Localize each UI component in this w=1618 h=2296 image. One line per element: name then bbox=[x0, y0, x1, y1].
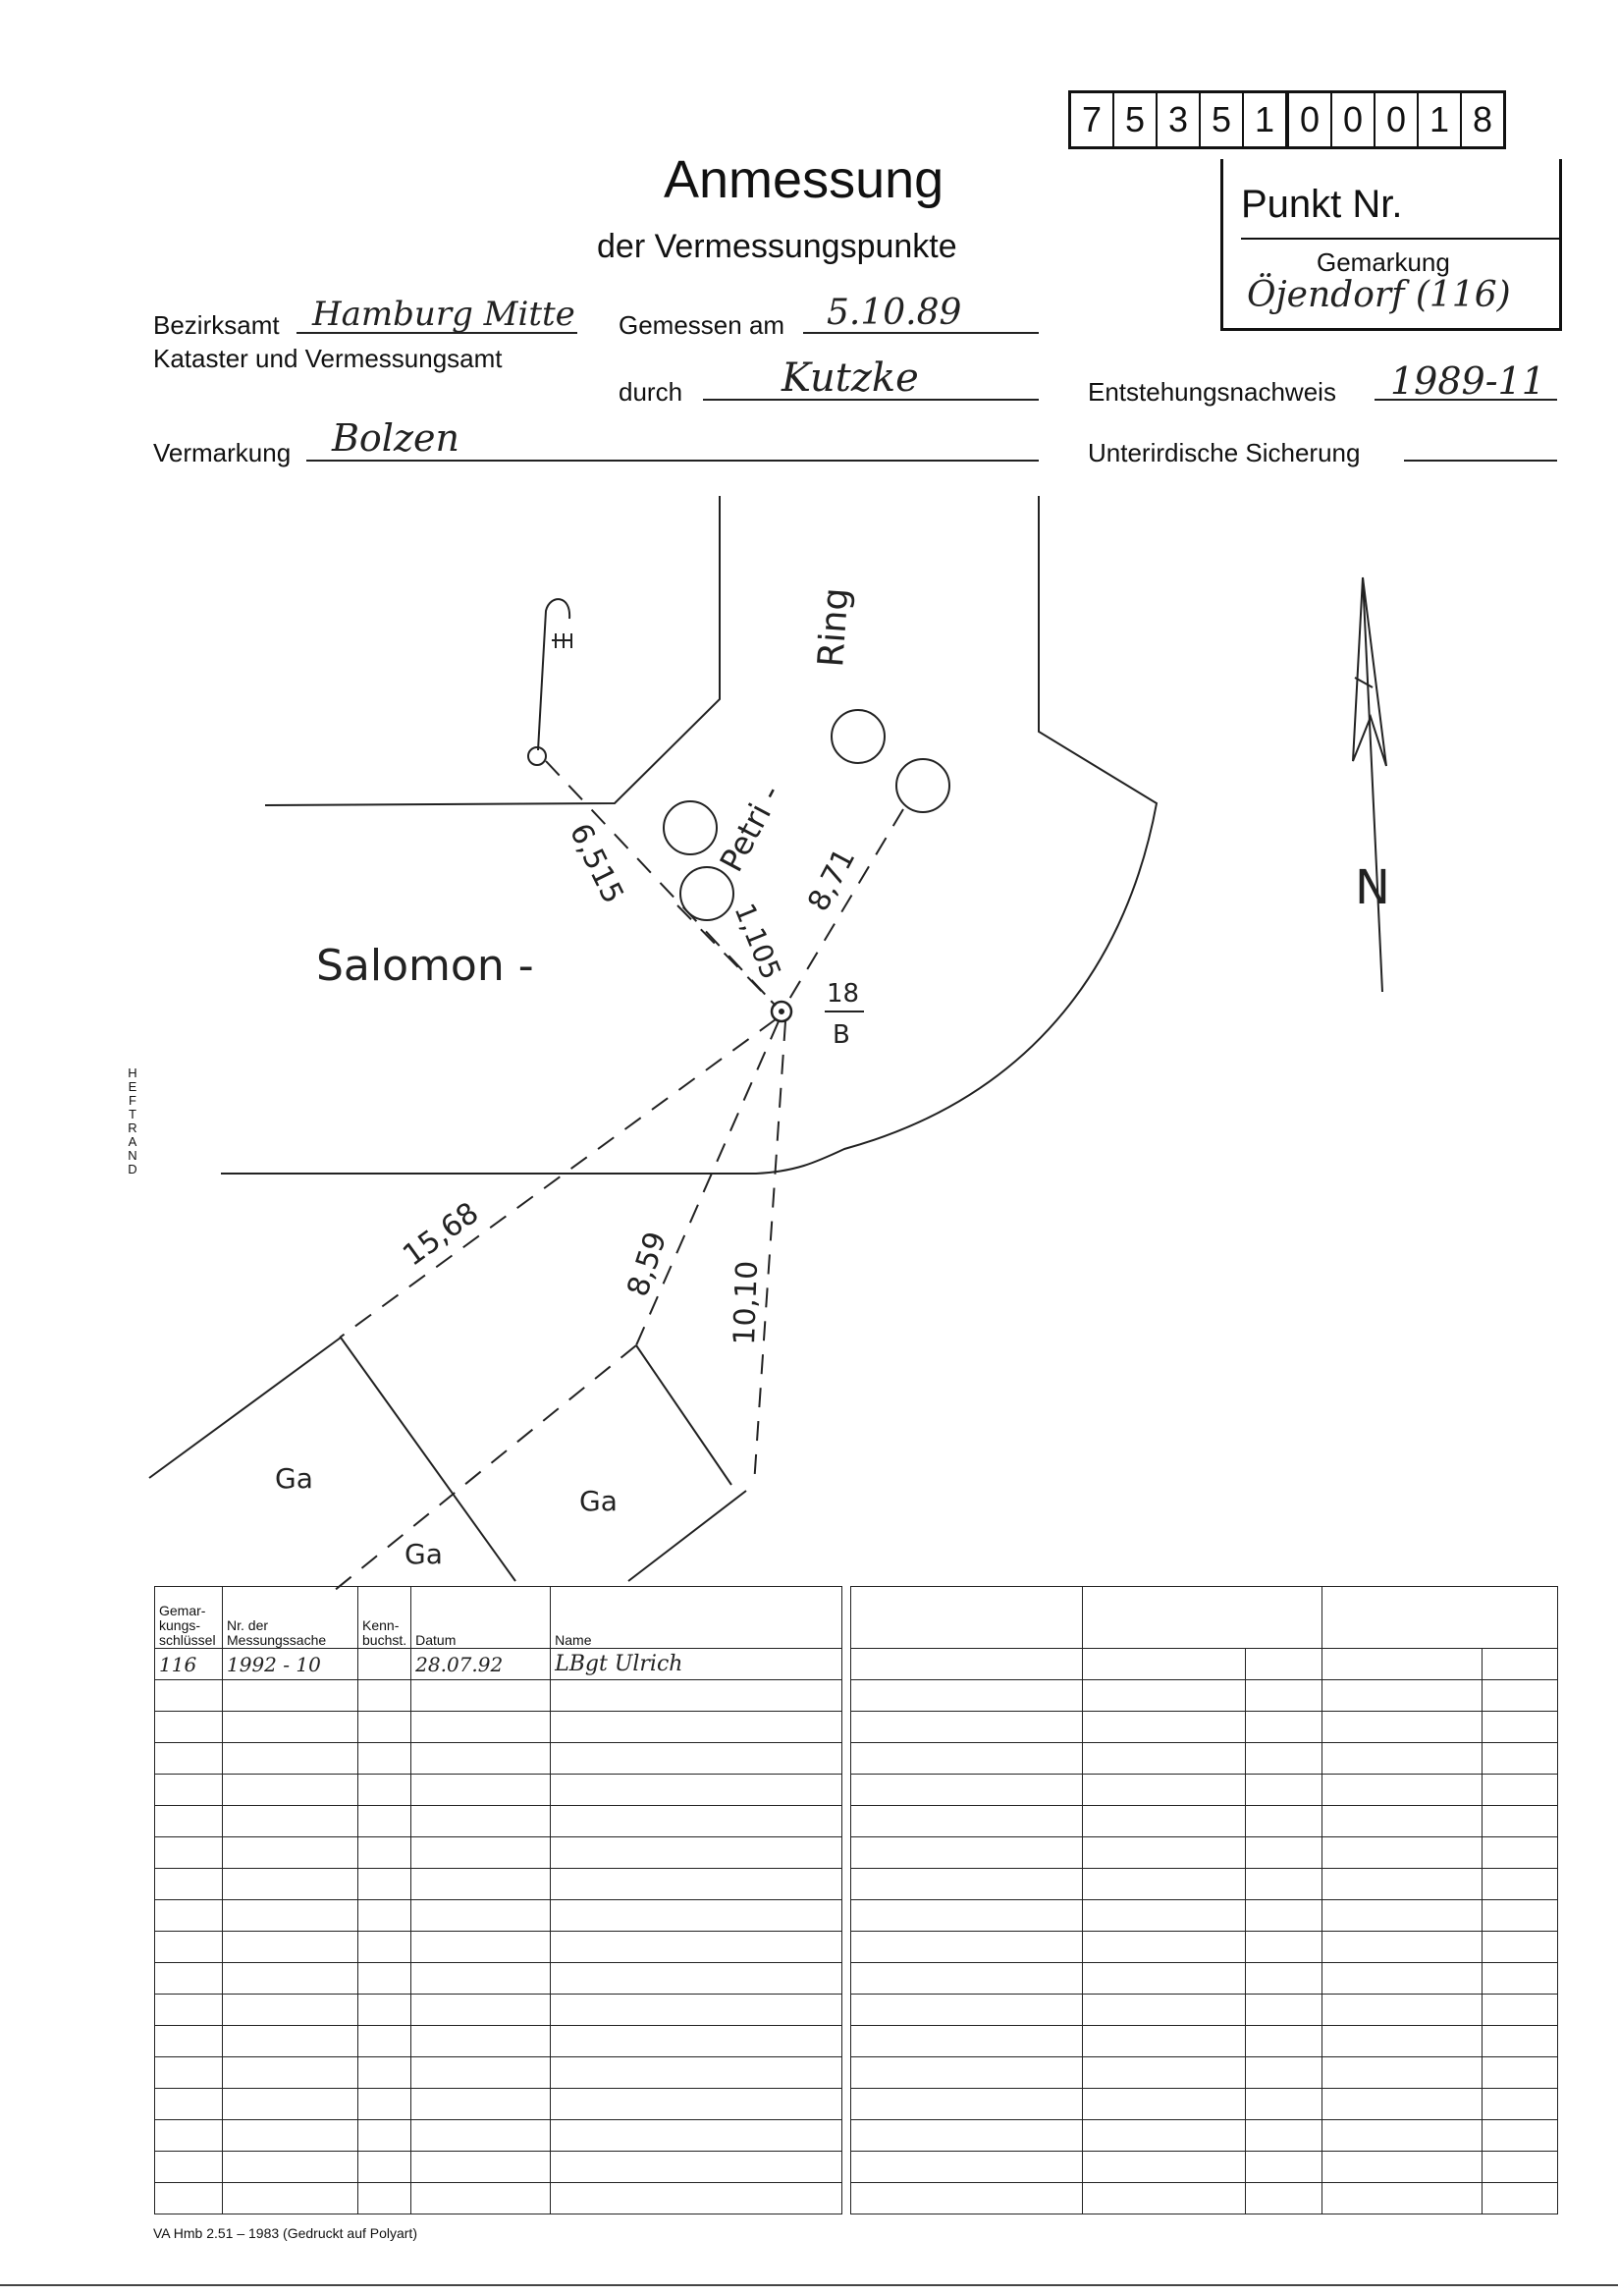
table-row bbox=[155, 1712, 842, 1743]
tree bbox=[664, 801, 717, 854]
cell-key: 116 bbox=[155, 1649, 223, 1680]
lot-line bbox=[149, 1338, 341, 1478]
point-label-num: 18 bbox=[827, 979, 860, 1009]
digit: 0 bbox=[1375, 93, 1419, 146]
digit: 1 bbox=[1419, 93, 1462, 146]
header-gemarkung: Gemar- kungs- schlüssel bbox=[155, 1587, 223, 1649]
measure-line bbox=[785, 809, 903, 1006]
table-row bbox=[851, 1806, 1558, 1837]
page-title: Anmessung bbox=[664, 150, 944, 209]
gemarkung-label: Gemarkung bbox=[1317, 247, 1450, 277]
table-row bbox=[155, 1932, 842, 1963]
street-label: Petri - bbox=[712, 778, 789, 878]
table-row bbox=[851, 1649, 1558, 1680]
street-label: Salomon - bbox=[316, 941, 534, 991]
survey-point-center bbox=[780, 1010, 783, 1013]
measure-line bbox=[546, 761, 776, 1006]
table-header-row bbox=[851, 1587, 1558, 1649]
pole-line bbox=[538, 599, 569, 750]
margin-label: HEFTRAND bbox=[128, 1066, 137, 1176]
table-row bbox=[155, 1963, 842, 1995]
lot-line bbox=[636, 1345, 731, 1485]
table-row bbox=[851, 1995, 1558, 2026]
table-row bbox=[851, 1743, 1558, 1775]
distance-label: 8,59 bbox=[620, 1228, 674, 1301]
table-row bbox=[155, 1900, 842, 1932]
table-row bbox=[155, 2152, 842, 2183]
form-footer: VA Hmb 2.51 – 1983 (Gedruckt auf Polyart) bbox=[153, 2225, 417, 2241]
tree bbox=[832, 710, 885, 763]
table-row bbox=[851, 1712, 1558, 1743]
header-datum: Datum bbox=[411, 1587, 551, 1649]
pole-mark bbox=[552, 633, 571, 648]
table-row bbox=[851, 2026, 1558, 2057]
digit: 5 bbox=[1114, 93, 1158, 146]
table-row bbox=[155, 2183, 842, 2214]
digit: 7 bbox=[1071, 93, 1114, 146]
punkt-label: Punkt Nr. bbox=[1241, 183, 1403, 226]
table-row bbox=[155, 2089, 842, 2120]
curb-line bbox=[221, 496, 1157, 1174]
office-line2: Kataster und Vermessungsamt bbox=[153, 344, 503, 373]
distance-label: 1,105 bbox=[728, 899, 788, 984]
by-value: Kutzke bbox=[782, 355, 919, 401]
measure-line bbox=[334, 1345, 636, 1591]
tree bbox=[896, 759, 949, 812]
table-row bbox=[155, 1680, 842, 1712]
lot-line bbox=[628, 1491, 746, 1581]
distance-label: 6,515 bbox=[562, 818, 630, 909]
marking-label: Vermarkung bbox=[153, 438, 292, 467]
digit: 8 bbox=[1472, 99, 1493, 139]
origin-label: Entstehungsnachweis bbox=[1088, 377, 1336, 407]
table-row bbox=[155, 1743, 842, 1775]
table-row bbox=[851, 2152, 1558, 2183]
point-label-letter: B bbox=[833, 1020, 850, 1050]
measured-label: Gemessen am bbox=[619, 310, 785, 340]
table-row bbox=[155, 1649, 842, 1680]
cell-nr: 1992 - 10 bbox=[223, 1649, 358, 1680]
north-label: N bbox=[1355, 860, 1390, 915]
table-row bbox=[851, 1932, 1558, 1963]
cell-datum: 28.07.92 bbox=[411, 1649, 551, 1680]
curb-line bbox=[265, 496, 720, 805]
table-row bbox=[851, 1775, 1558, 1806]
measure-line bbox=[754, 1021, 785, 1485]
garage-label: Ga bbox=[404, 1538, 443, 1570]
page-subtitle: der Vermessungspunkte bbox=[597, 228, 957, 265]
table-row bbox=[851, 2183, 1558, 2214]
table-row bbox=[851, 1900, 1558, 1932]
cell-kenn bbox=[358, 1649, 411, 1680]
digit: 0 bbox=[1332, 93, 1375, 146]
table-row bbox=[155, 1837, 842, 1869]
table-row bbox=[851, 1680, 1558, 1712]
underground-label: Unterirdische Sicherung bbox=[1088, 438, 1361, 467]
table-row bbox=[851, 2057, 1558, 2089]
pole-base bbox=[528, 747, 546, 765]
table-row bbox=[851, 1963, 1558, 1995]
digit: 5 bbox=[1201, 93, 1244, 146]
table-row bbox=[155, 1806, 842, 1837]
table-row bbox=[851, 2120, 1558, 2152]
garage-label: Ga bbox=[579, 1485, 618, 1517]
table-row bbox=[155, 1995, 842, 2026]
table-row bbox=[155, 1869, 842, 1900]
distance-label: 15,68 bbox=[397, 1195, 486, 1274]
gemarkung-value: Öjendorf (116) bbox=[1247, 275, 1511, 315]
office-label: Bezirksamt bbox=[153, 310, 280, 340]
distance-label: 8,71 bbox=[801, 843, 863, 917]
table-row bbox=[851, 1869, 1558, 1900]
header-kenn: Kenn- buchst. bbox=[358, 1587, 411, 1649]
register-table-left bbox=[154, 1586, 842, 2214]
header-name: Name bbox=[551, 1587, 842, 1649]
digit: 1 bbox=[1244, 93, 1289, 146]
street-label: Ring bbox=[811, 586, 857, 669]
distance-label: 10,10 bbox=[728, 1260, 765, 1346]
digit: 0 bbox=[1289, 93, 1332, 146]
table-row bbox=[851, 2089, 1558, 2120]
digit: 3 bbox=[1158, 93, 1201, 146]
marking-value: Bolzen bbox=[332, 416, 459, 460]
header-nr: Nr. der Messungssache bbox=[223, 1587, 358, 1649]
table-row bbox=[851, 1837, 1558, 1869]
north-arrow bbox=[1363, 577, 1382, 992]
table-row bbox=[155, 1775, 842, 1806]
office-value: Hamburg Mitte bbox=[312, 295, 575, 334]
table-header-row bbox=[155, 1587, 842, 1649]
table-row bbox=[155, 2026, 842, 2057]
measured-value: 5.10.89 bbox=[827, 293, 962, 333]
register-table-right bbox=[850, 1586, 1558, 2214]
table-row bbox=[155, 2057, 842, 2089]
origin-value: 1989-11 bbox=[1390, 359, 1545, 403]
garage-label: Ga bbox=[275, 1462, 313, 1495]
cell-name: LBgt Ulrich bbox=[551, 1649, 842, 1680]
table-row bbox=[155, 2120, 842, 2152]
bottom-edge-line bbox=[0, 2284, 1618, 2286]
by-label: durch bbox=[619, 377, 683, 407]
